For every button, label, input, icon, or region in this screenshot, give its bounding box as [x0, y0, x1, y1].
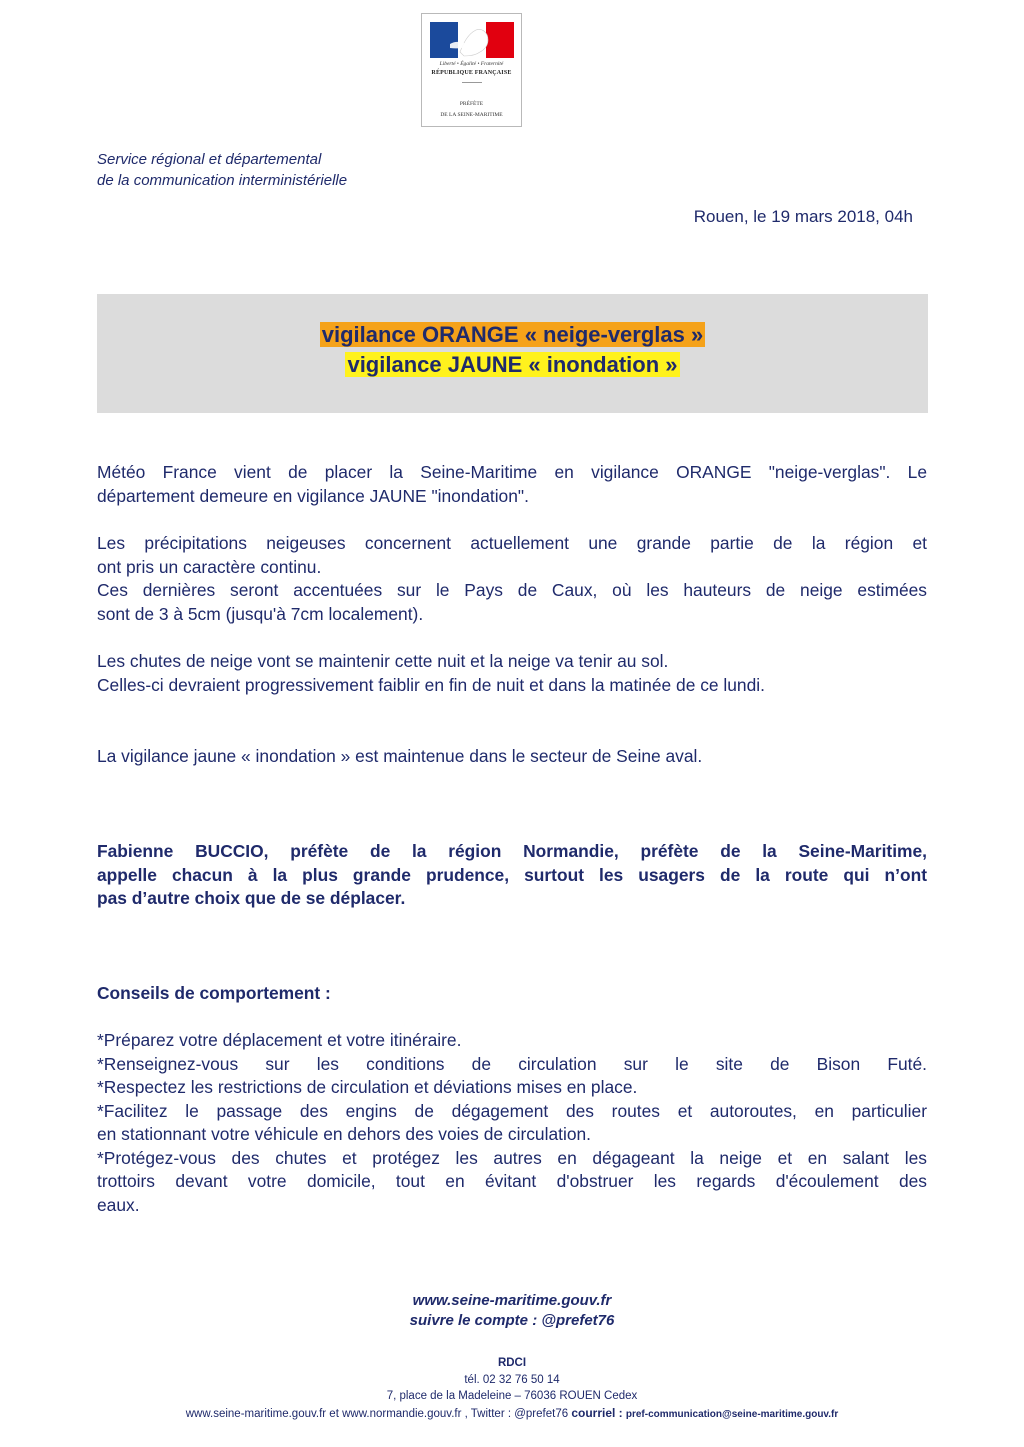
footer-contact [0, 1355, 1024, 1423]
courriel-email[interactable]: pref-communication@seine-maritime.gouv.fr [625, 1408, 839, 1420]
banner-yellow-line [97, 352, 928, 378]
logo-prefet-line2: DE LA SEINE-MARITIME [440, 112, 503, 118]
vigilance-banner [97, 294, 928, 413]
advice-item: *Protégez-vous des chutes et protégez les autres en dégageant la neige et en salant les [97, 1147, 927, 1168]
twitter-follow[interactable]: suivre le compte : @prefet76 [409, 1312, 615, 1329]
p1-line1: Météo France vient de placer la Seine-Maritime en vigilance ORANGE "neige-verglas". Le [97, 462, 927, 482]
p1-line2: département demeure en vigilance JAUNE "inondation". [97, 485, 529, 506]
paragraph-precipitations [97, 532, 927, 626]
advice-item: trottoirs devant votre domicile, tout en évitant d'obstruer les regards d'écoulement des [97, 1171, 927, 1191]
paragraph-prefete [97, 840, 927, 911]
paragraph-meteo [97, 461, 927, 508]
advice-item: *Préparez votre déplacement et votre itinéraire. [97, 1030, 462, 1050]
p5-line2: appelle chacun à la plus grande prudence, surtout les usagers de la route qui n’ont [97, 864, 927, 885]
logo-divider [462, 82, 482, 83]
p4-line: La vigilance jaune « inondation » est maintenue dans le secteur de Seine aval. [97, 746, 703, 766]
p3-line2: Celles-ci devraient progressivement faiblir en fin de nuit et dans la matinée de ce lundi. [97, 674, 765, 695]
advice-item: *Renseignez-vous sur les conditions de circulation sur le site de Bison Futé. [97, 1053, 927, 1074]
website-link[interactable]: www.seine-maritime.gouv.fr [412, 1292, 612, 1309]
prefecture-logo [421, 13, 522, 127]
footer-links [0, 1291, 1024, 1331]
vigilance-orange-label: vigilance ORANGE « neige-verglas » [321, 322, 704, 347]
p3-line1: Les chutes de neige vont se maintenir cette nuit et la neige va tenir au sol. [97, 651, 669, 671]
advice-list [97, 1029, 927, 1217]
logo-prefet-line1: PRÉFÈTE [459, 101, 484, 107]
paragraph-chutes [97, 650, 927, 697]
courriel-label: courriel : [571, 1405, 623, 1420]
advice-item: en stationnant votre véhicule en dehors des voies de circulation. [97, 1124, 592, 1144]
paragraph-inondation [97, 745, 927, 769]
banner-orange-line [97, 322, 928, 348]
advice-title: Conseils de comportement : [97, 983, 331, 1003]
p2-line1: Les précipitations neigeuses concernent actuellement une grande partie de la région et [97, 533, 927, 553]
advice-item: eaux. [97, 1194, 140, 1215]
p2-line4: sont de 3 à 5cm (jusqu'à 7cm localement). [97, 603, 424, 624]
footer-tel: tél. 02 32 76 50 14 [464, 1373, 560, 1386]
marianne-logo-icon [430, 22, 514, 58]
p2-line2: ont pris un caractère continu. [97, 556, 322, 577]
footer-links-line [0, 1405, 1024, 1424]
vigilance-yellow-label: vigilance JAUNE « inondation » [347, 352, 678, 377]
footer-links-text[interactable]: www.seine-maritime.gouv.fr et www.normandie.gouv.fr , Twitter : @prefet76 [185, 1407, 569, 1420]
p5-line3: pas d’autre choix que de se déplacer. [97, 888, 406, 908]
logo-republique: RÉPUBLIQUE FRANÇAISE [431, 70, 512, 76]
footer-rdci: RDCI [497, 1357, 527, 1369]
p5-line1: Fabienne BUCCIO, préfète de la région Normandie, préfète de la Seine-Maritime, [97, 841, 927, 861]
footer-address: 7, place de la Madeleine – 76036 ROUEN Cedex [386, 1390, 638, 1402]
logo-devise: Liberté • Égalité • Fraternité [439, 61, 504, 67]
service-line2: de la communication interministérielle [97, 172, 348, 189]
advice-item: *Respectez les restrictions de circulation et déviations mises en place. [97, 1077, 638, 1097]
p2-line3: Ces dernières seront accentuées sur le Pays de Caux, où les hauteurs de neige estimées [97, 580, 927, 600]
logo-prefet [422, 99, 521, 121]
service-line1: Service régional et départemental [97, 151, 322, 168]
dateline: Rouen, le 19 mars 2018, 04h [693, 207, 913, 226]
service-heading [97, 149, 497, 191]
advice-item: *Facilitez le passage des engins de dégagement des routes et autoroutes, en particulier [97, 1100, 927, 1121]
